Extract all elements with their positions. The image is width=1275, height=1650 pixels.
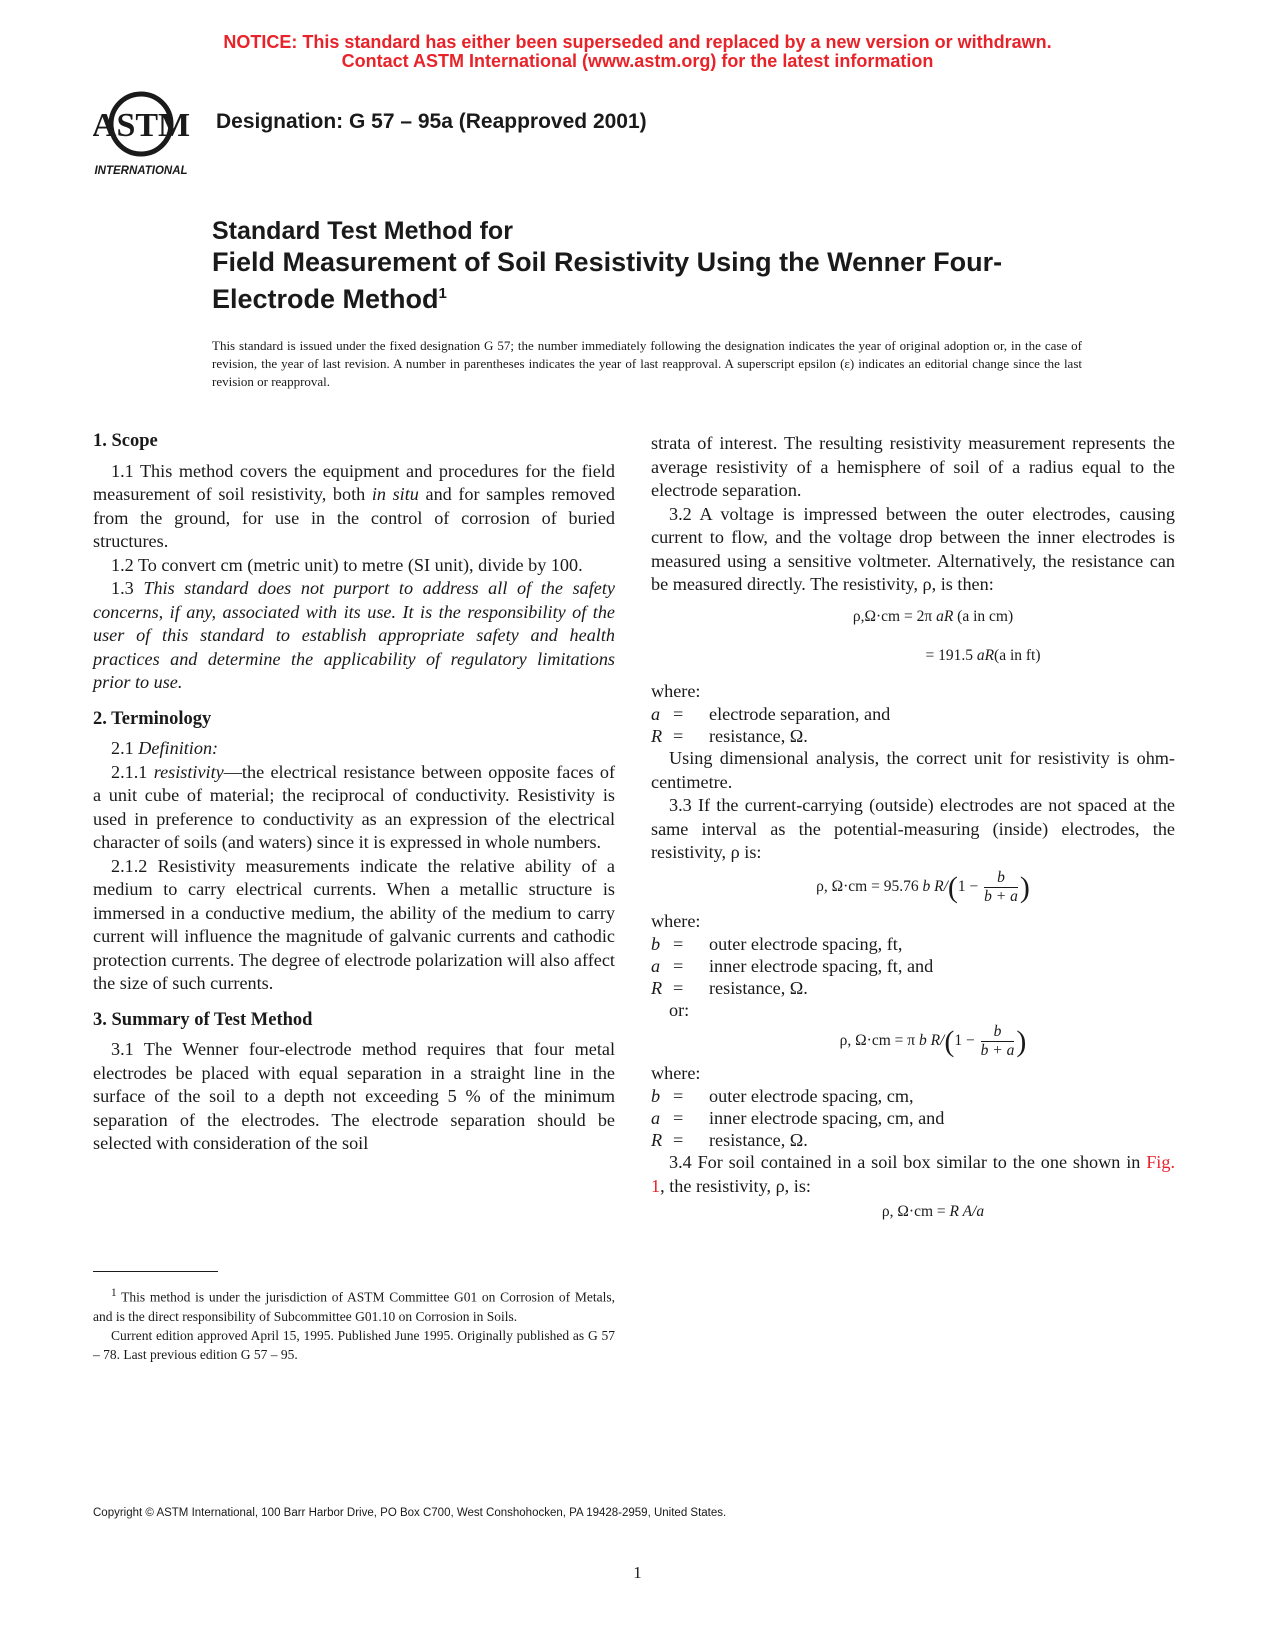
issued-note: This standard is issued under the fixed designation G 57; the number immediately following the designation indicates the year of original adoption or, in the case of revision, the year of last revision. A number in parentheses indicates the year of last reapproval. A superscript epsilon (ε) indicates an editorial change since the last revision or reapproval. — [212, 338, 1082, 389]
left-column — [93, 430, 615, 1156]
where-row: b = outer electrode spacing, ft, — [651, 934, 903, 954]
where-row: a = inner electrode spacing, cm, and — [651, 1108, 945, 1128]
where-row: a = electrode separation, and — [651, 704, 891, 724]
title-main: Field Measurement of Soil Resistivity Using the Wenner Four-Electrode Method — [212, 247, 1003, 314]
summary-heading: 3. Summary of Test Method — [93, 1009, 313, 1030]
equation-3: ρ, Ω·cm = 95.76 b R/(1 − $\frac{b}{b + a}$ ) — [816, 868, 1030, 905]
where-list-1 — [651, 703, 1175, 747]
where-list-2 — [651, 933, 1175, 999]
para-3-1: 3.1 The Wenner four-electrode method requires that four metal electrodes be placed with equal separation in a straight line in the surface of the soil to a depth not exceeding 5 % of the minimum separation of the electrodes. The electrode separation should be selected with consideration of the soil — [93, 1039, 615, 1153]
equation-2: = 191.5 aR(a in ft) — [925, 647, 1041, 664]
where-label-2: where: — [651, 910, 701, 931]
where-list-3 — [651, 1085, 1175, 1151]
scope-heading: 1. Scope — [93, 431, 158, 451]
fraction: $\frac{b}{b + a}$ — [980, 1022, 1015, 1059]
title-line-2 — [212, 246, 1012, 315]
para-3-4: 3.4 For soil contained in a soil box similar to the one shown in Fig. 1, the resistivity, ρ, is: — [651, 1152, 1175, 1196]
footnote-rule — [93, 1271, 218, 1272]
equation-1: ρ,Ω·cm = 2π aR (a in cm) — [852, 607, 1014, 625]
equation-5: ρ, Ω·cm = R A/a — [881, 1203, 985, 1220]
astm-logo — [93, 86, 201, 182]
footnote-2: Current edition approved April 15, 1995. Published June 1995. Originally published as G 57 – 78. Last previous edition G 57 – 95. — [93, 1327, 615, 1362]
notice-line-1: NOTICE: This standard has either been superseded and replaced by a new version or withdrawn. — [223, 32, 1052, 52]
dimensional-note: Using dimensional analysis, the correct unit for resistivity is ohm-centimetre. — [651, 748, 1175, 792]
para-3-2: 3.2 A voltage is impressed between the outer electrodes, causing current to flow, and the voltage drop between the inner electrodes is measured using a sensitive voltmeter. Alternatively, the resistance can be measured directly. The resistivity, ρ, is then: — [651, 503, 1175, 594]
para-3-1-cont: strata of interest. The resulting resistivity measurement represents the average resistivity of a hemisphere of soil of a radius equal to the electrode separation. — [651, 433, 1175, 500]
where-row: R = resistance, Ω. — [651, 978, 808, 998]
para-1-2: 1.2 To convert cm (metric unit) to metre (SI unit), divide by 100. — [111, 554, 583, 575]
where-label-1: where: — [651, 680, 701, 701]
para-3-3: 3.3 If the current-carrying (outside) electrodes are not spaced at the same interval as the potential-measuring (inside) electrodes, the resistivity, ρ is: — [651, 795, 1175, 862]
para-2-1: 2.1 Definition: — [111, 738, 219, 758]
right-column — [651, 432, 1175, 1224]
copyright: Copyright © ASTM International, 100 Barr Harbor Drive, PO Box C700, West Conshohocken, PA 19428-2959, United States. — [93, 1507, 727, 1519]
footnotes — [93, 1284, 615, 1364]
logo-letters: ASTM — [93, 107, 191, 144]
title-footnote-mark: 1 — [438, 285, 447, 302]
notice-line-2: Contact ASTM International (www.astm.org) for the latest information — [341, 51, 934, 71]
para-2-1-2: 2.1.2 Resistivity measurements indicate the relative ability of a medium to carry electrical currents. When a metallic structure is immersed in a conductive medium, the ability of the medium to carry current will influence the magnitude of galvanic currents and cathodic protection currents. The degree of electrode polarization will also affect the size of such currents. — [93, 855, 615, 993]
logo-wordmark: INTERNATIONAL — [94, 165, 188, 177]
where-row: a = inner electrode spacing, ft, and — [651, 956, 934, 976]
designation: Designation: G 57 – 95a (Reapproved 2001) — [216, 110, 647, 133]
where-row: R = resistance, Ω. — [651, 726, 808, 746]
terminology-heading: 2. Terminology — [93, 708, 212, 729]
notice-banner — [0, 33, 1275, 71]
para-1-1: 1.1 This method covers the equipment and procedures for the field measurement of soil resistivity, both in situ and for samples removed from the ground, for use in the control of corrosion of buried structures. — [93, 460, 616, 551]
or-label: or: — [669, 1000, 690, 1020]
where-row: R = resistance, Ω. — [651, 1130, 808, 1150]
document-title — [212, 216, 1012, 315]
para-1-3: 1.3 This standard does not purport to address all of the safety concerns, if any, associated with its use. It is the responsibility of the user of this standard to establish appropriate safety and health practices and determine the applicability of regulatory limitations prior to use. — [93, 578, 615, 692]
page-number: 1 — [633, 1563, 642, 1582]
title-line-1: Standard Test Method for — [212, 217, 513, 245]
para-2-1-1: 2.1.1 resistivity—the electrical resistance between opposite faces of a unit cube of material; the reciprocal of conductivity. Resistivity is used in preference to conductivity as an expression of the electrical character of soils (and waters) since it is expressed in whole numbers. — [93, 761, 616, 852]
where-label-3: where: — [651, 1062, 701, 1083]
fraction: $\frac{b}{b + a}$ — [984, 868, 1018, 905]
footnote-1: $^1$ This method is under the jurisdiction of ASTM Committee G01 on Corrosion of Metals, and is the direct responsibility of Subcommittee G01.10 on Corrosion in Soils. — [93, 1287, 615, 1324]
astm-logo-icon — [93, 86, 201, 182]
where-row: b = outer electrode spacing, cm, — [651, 1086, 914, 1106]
equation-4: ρ, Ω·cm = π b R/(1 − $\frac{b}{b + a}$ ) — [839, 1022, 1027, 1059]
fig-1-link[interactable]: Fig. 1 — [651, 1152, 1175, 1196]
